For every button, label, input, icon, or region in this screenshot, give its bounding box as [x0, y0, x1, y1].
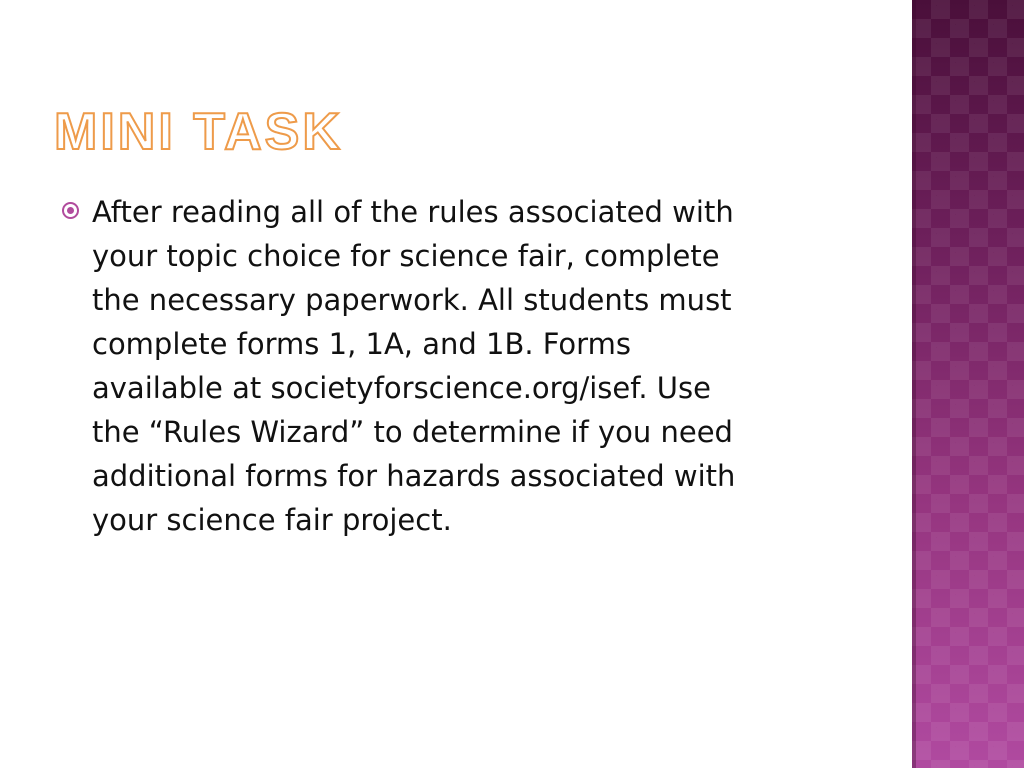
- slide-title: MINI TASK: [54, 103, 343, 161]
- title-area: [54, 102, 343, 162]
- decorative-side-band: [912, 0, 1024, 768]
- slide-body: [62, 190, 862, 542]
- circle-bullet-icon: [62, 202, 79, 219]
- bullet-item: [62, 190, 862, 542]
- bullet-text: After reading all of the rules associated with your topic choice for science fair, complete the necessary paperwork. All students must complete forms 1, 1A, and 1B. Forms available at societyforscience.org/isef. Use the “Rules Wizard” to determine if you need additional forms for hazards associated with your science fair project.: [92, 195, 736, 537]
